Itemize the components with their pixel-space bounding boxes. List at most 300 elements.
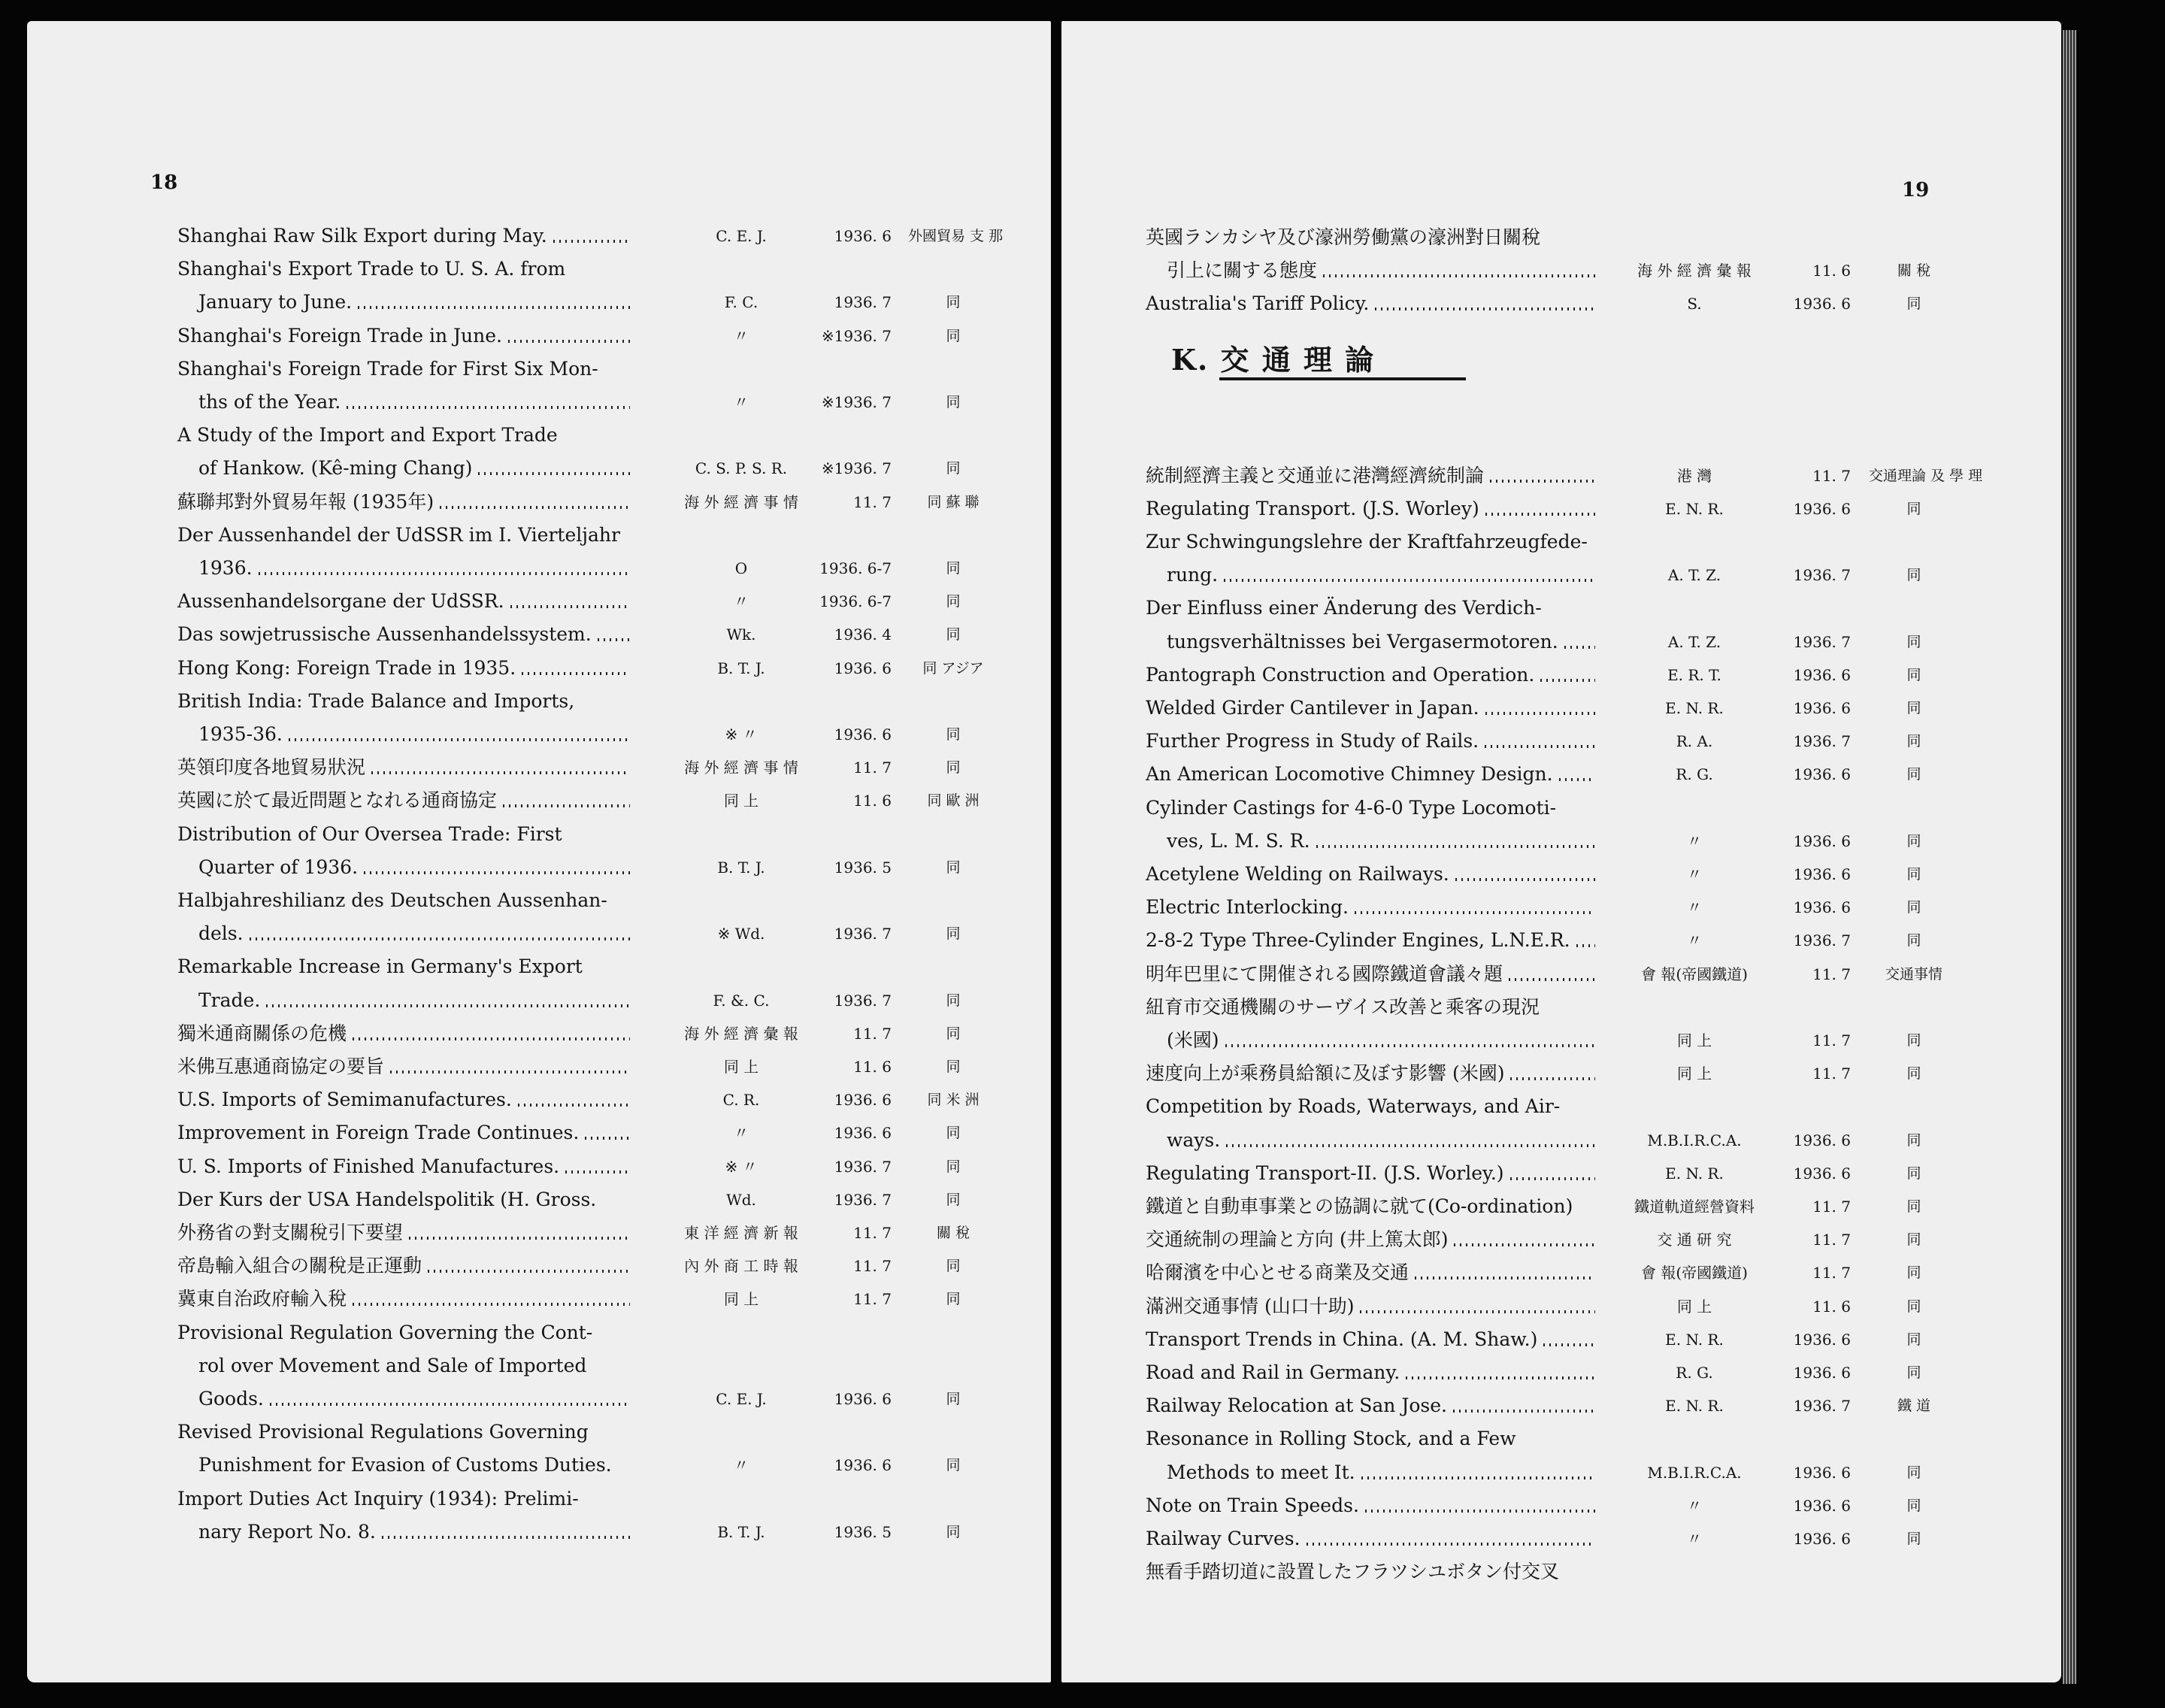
entry-classification: 同 (946, 294, 961, 311)
entry-title: 交通統制の理論と方向 (井上篤太郎) (1146, 1228, 1449, 1251)
list-item (0, 955, 2165, 988)
entry-source: 海 外 經 濟 彙 報 (684, 1024, 798, 1043)
entry-title: Zur Schwingungslehre der Kraftfahrzeugfede- (1146, 531, 1588, 553)
entry-source: R. A. (1676, 732, 1713, 751)
entry-date: 1936. 6 (1793, 699, 1851, 717)
entry-date: ※1936. 7 (821, 459, 892, 478)
entry-classification: 同 (1906, 1198, 1921, 1215)
entry-date: 1936. 7 (1793, 931, 1851, 950)
entry-title: 無看手踏切道に設置したフラツシユボタン付交叉 (1146, 1561, 1560, 1583)
entry-source: 港 灣 (1676, 466, 1712, 485)
leader-dots (1361, 1476, 1595, 1479)
entry-title: 統制經濟主義と交通並に港灣經濟統制論 (1146, 464, 1485, 486)
entry-classification: 同 (1906, 1065, 1921, 1083)
entry-source: E. N. R. (1665, 1164, 1724, 1183)
entry-classification: 同 (1906, 733, 1921, 750)
list-item (0, 556, 2165, 589)
list-item (0, 1187, 2165, 1220)
entry-classification: 同 (946, 1457, 961, 1474)
list-item (0, 921, 2165, 954)
entry-title: U.S. Imports of Semimanufactures. (177, 1089, 512, 1111)
leader-dots (1406, 1376, 1595, 1379)
entry-date: 1936. 6 (1793, 1530, 1851, 1548)
entry-classification: 同 (946, 1523, 961, 1540)
leader-dots (1509, 978, 1595, 981)
entry-date: 1936. 6 (1793, 1164, 1851, 1183)
entry-source: E. N. R. (1665, 1397, 1724, 1416)
entry-classification: 同 蘇 聯 (927, 493, 980, 510)
entry-title: Revised Provisional Regulations Governing (177, 1421, 589, 1443)
entry-source: A. T. Z. (1667, 566, 1721, 585)
list-item (0, 822, 2165, 855)
entry-date: 1936. 6 (834, 1456, 892, 1475)
entry-title: of Hankow. (Kê-ming Chang) (198, 457, 473, 480)
entry-date: 11. 7 (853, 1257, 892, 1276)
entry-date: 11. 6 (853, 1058, 892, 1076)
entry-title: rung. (1167, 564, 1219, 586)
list-item (0, 888, 2165, 921)
entry-date: 1936. 6 (1793, 898, 1851, 917)
list-item (0, 1087, 2165, 1120)
list-item (0, 251, 2165, 284)
leader-dots (1415, 1276, 1595, 1279)
entry-title: Quarter of 1936. (198, 856, 359, 878)
list-item (0, 1121, 2165, 1154)
entry-classification: 同 (946, 394, 961, 410)
entry-date: 1936. 7 (834, 991, 892, 1010)
list-item (0, 755, 2165, 788)
page-number-right: 19 (1902, 179, 1930, 201)
entry-title: British India: Trade Balance and Imports, (177, 689, 575, 712)
entry-classification: 同 (1906, 1331, 1921, 1348)
entry-classification: 同 (946, 859, 961, 876)
leader-dots (1453, 1410, 1595, 1413)
entry-title: 蘇聯邦對外貿易年報 (1935年) (177, 490, 435, 513)
entry-classification: 同 (1906, 1164, 1921, 1182)
entry-title: Distribution of Our Oversea Trade: First (177, 822, 562, 845)
entry-date: 11. 7 (1812, 1031, 1851, 1049)
entry-date: 1936. 7 (834, 1157, 892, 1176)
leader-dots (1454, 1243, 1595, 1246)
entry-title: Further Progress in Study of Rails. (1146, 730, 1479, 753)
entry-date: 1936. 6 (1793, 1463, 1851, 1482)
list-item (0, 1220, 2165, 1253)
entry-source: 〃 (1687, 931, 1702, 950)
entry-classification: 同 (1906, 1364, 1921, 1381)
entry-source: 〃 (1687, 831, 1702, 850)
entry-source: 〃 (734, 592, 749, 611)
leader-dots (1490, 480, 1595, 483)
entry-source: 海 外 經 濟 事 情 (684, 759, 798, 777)
entry-date: 1936. 6 (834, 1124, 892, 1143)
list-item (0, 1353, 2165, 1386)
entry-title: Der Kurs der USA Handelspolitik (H. Gross. (177, 1188, 597, 1210)
leader-dots (1226, 1144, 1595, 1147)
entry-title: Pantograph Construction and Operation. (1146, 663, 1535, 686)
section-heading: K. 交 通 理 論 (1171, 343, 1376, 377)
entry-date: 1936. 6 (1793, 1364, 1851, 1382)
entry-source: 東 洋 經 濟 新 報 (684, 1224, 798, 1242)
list-item (0, 218, 2165, 251)
list-item (0, 1386, 2165, 1419)
entry-title: Railway Curves. (1146, 1528, 1301, 1549)
leader-dots (1559, 778, 1595, 781)
entry-classification: 同 (1906, 1497, 1921, 1514)
entry-title: nary Report No. 8. (198, 1520, 376, 1543)
list-item (0, 656, 2165, 689)
entry-title: Import Duties Act Inquiry (1934): Prelimi- (177, 1487, 579, 1510)
entry-source: 〃 (734, 393, 749, 411)
entry-source: A. T. Z. (1667, 632, 1721, 651)
entry-date: 1936. 6-7 (819, 559, 892, 577)
entry-source: O (734, 559, 748, 577)
entry-source: 〃 (1687, 1530, 1702, 1548)
entry-source: B. T. J. (717, 1522, 765, 1541)
entry-source: 同 上 (1676, 1064, 1712, 1083)
entry-title: 米佛互惠通商協定の要旨 (177, 1055, 385, 1077)
entry-title: 1936. (198, 557, 253, 579)
leader-dots (1323, 274, 1595, 277)
entry-classification: 同 (946, 1191, 961, 1208)
list-item (0, 522, 2165, 556)
entry-classification: 外國貿易 支 那 (908, 228, 1004, 244)
entry-title: Acetylene Welding on Railways. (1146, 863, 1449, 885)
entry-source: E. N. R. (1665, 699, 1724, 717)
entry-title: Provisional Regulation Governing the Cont- (177, 1321, 593, 1343)
leader-dots (1355, 911, 1595, 914)
entry-title: dels. (198, 922, 244, 945)
entry-source: Wd. (726, 1190, 756, 1209)
entry-date: 11. 7 (1812, 466, 1851, 485)
entry-date: 1936. 5 (834, 858, 892, 877)
entry-classification: 同 歐 洲 (927, 792, 980, 810)
entry-classification: 同 (946, 1391, 961, 1407)
entry-classification: 同 (946, 1125, 961, 1142)
entry-date: 11. 7 (853, 759, 892, 777)
entry-source: E. R. T. (1667, 665, 1721, 684)
entry-title: Australia's Tariff Policy. (1146, 292, 1370, 315)
leader-dots (1510, 1077, 1595, 1080)
entry-title: An American Locomotive Chimney Design. (1146, 763, 1553, 786)
entry-classification: 同 (946, 1158, 961, 1175)
entry-classification: 同 (946, 925, 961, 943)
entry-date: 1936. 6 (1793, 1330, 1851, 1349)
entry-date: 1936. 7 (1793, 566, 1851, 585)
entry-title: Halbjahreshilianz des Deutschen Aussenhan- (177, 889, 607, 911)
entry-title: Railway Relocation at San Jose. (1146, 1395, 1448, 1417)
entry-classification: 同 (1906, 766, 1921, 783)
entry-classification: 同 (946, 327, 961, 344)
entry-date: ※1936. 7 (821, 393, 892, 411)
entry-classification: 同 (946, 593, 961, 610)
entry-source: F. C. (724, 293, 759, 312)
list-item (0, 1320, 2165, 1353)
leader-dots (1564, 646, 1595, 649)
entry-title: Transport Trends in China. (A. M. Shaw.) (1146, 1328, 1538, 1350)
entry-classification: 同 (1906, 1464, 1921, 1481)
entry-title: 哈爾濱を中心とせる商業及交通 (1146, 1261, 1410, 1284)
entry-date: 11. 7 (1812, 1231, 1851, 1249)
entry-source: 〃 (1687, 1496, 1702, 1515)
entry-source: M.B.I.R.C.A. (1647, 1131, 1742, 1149)
entry-classification: 同 (946, 1058, 961, 1075)
entry-title: Aussenhandelsorgane der UdSSR. (177, 590, 504, 613)
entry-date: 1936. 7 (1793, 732, 1851, 751)
list-item (0, 988, 2165, 1021)
entry-title: rol over Movement and Sale of Imported (198, 1354, 587, 1376)
entry-source: 同 上 (723, 792, 759, 810)
entry-date: 11. 7 (1812, 965, 1851, 983)
entry-classification: 同 (1906, 700, 1921, 716)
entry-source: E. N. R. (1665, 499, 1724, 518)
entry-title: 1935-36. (198, 723, 283, 745)
entry-date: 1936. 6 (1793, 831, 1851, 850)
entry-title: Das sowjetrussische Aussenhandelssystem. (177, 623, 592, 646)
entry-title: Der Aussenhandel der UdSSR im I. Vierteljahr (177, 523, 620, 546)
entry-date: 1936. 6 (834, 227, 892, 245)
entry-source: F. &. C. (713, 991, 770, 1010)
leader-dots (1365, 1510, 1595, 1513)
entry-date: 11. 7 (853, 1024, 892, 1043)
leader-dots (1375, 307, 1595, 310)
list-item (0, 1054, 2165, 1087)
entry-source: 同 上 (723, 1290, 759, 1309)
entry-classification: 同 (946, 1258, 961, 1275)
entry-date: 11. 7 (853, 1290, 892, 1309)
page-number-left: 18 (150, 171, 178, 194)
entry-date: 1936. 6 (1793, 865, 1851, 883)
entry-source: 同 上 (1676, 1031, 1712, 1049)
entry-date: 1936. 6 (1793, 1131, 1851, 1149)
entry-date: 1936. 6 (834, 1390, 892, 1408)
entry-classification: 同 (1906, 1298, 1921, 1315)
entry-title: Resonance in Rolling Stock, and a Few (1146, 1428, 1516, 1450)
entry-source: R. G. (1676, 1364, 1713, 1382)
entry-title: ths of the Year. (198, 391, 341, 413)
entry-source: 會 報(帝國鐵道) (1641, 1264, 1748, 1283)
entry-title: Shanghai's Foreign Trade in June. (177, 324, 502, 347)
list-item (0, 1021, 2165, 1054)
list-item (0, 1253, 2165, 1286)
entry-title: U. S. Imports of Finished Manufactures. (177, 1155, 560, 1177)
entry-classification: 同 アジア (922, 659, 984, 677)
entry-classification: 同 (1906, 1264, 1921, 1282)
leader-dots (1540, 679, 1595, 682)
entry-date: 11. 7 (1812, 1064, 1851, 1083)
entry-date: 1936. 6 (1793, 665, 1851, 684)
entry-title: tungsverhältnisses bei Vergasermotoren. (1167, 630, 1558, 653)
entry-classification: 同 (1906, 666, 1921, 683)
entry-source: R. G. (1676, 765, 1713, 784)
entry-classification: 關 稅 (1897, 262, 1931, 280)
entry-title: Shanghai's Foreign Trade for First Six Mon- (177, 357, 598, 380)
entry-title: Shanghai Raw Silk Export during May. (177, 225, 547, 247)
entry-source: ※ Wd. (717, 925, 765, 943)
entry-title: 外務省の對支關稅引下要望 (177, 1222, 404, 1243)
list-item (0, 456, 2165, 489)
entry-date: ※1936. 7 (821, 326, 892, 345)
leader-dots (1224, 579, 1595, 582)
entry-title: Goods. (198, 1388, 264, 1410)
entry-date: 11. 7 (853, 1224, 892, 1242)
entry-title: Der Einfluss einer Änderung des Verdich- (1146, 597, 1542, 619)
entry-title: 鐵道と自動車事業との協調に就て(Co-ordination) (1146, 1195, 1573, 1217)
entry-title: Hong Kong: Foreign Trade in 1935. (177, 656, 516, 679)
entry-classification: 同 (946, 759, 961, 777)
entry-source: M.B.I.R.C.A. (1647, 1463, 1742, 1482)
entry-classification: 同 (1906, 567, 1921, 584)
entry-classification: 同 (1906, 899, 1921, 916)
entry-title: 引上に關する態度 (1167, 259, 1318, 282)
entry-date: 11. 6 (853, 792, 892, 810)
entry-source: 鐵道軌道經營資料 (1634, 1198, 1755, 1216)
entry-classification: 同 (1906, 633, 1921, 650)
entry-date: 1936. 6 (1793, 499, 1851, 518)
entry-classification: 同 (946, 1291, 961, 1308)
list-item (0, 284, 2165, 317)
entry-title: Trade. (198, 989, 261, 1011)
list-item (0, 1154, 2165, 1187)
entry-source: S. (1687, 295, 1702, 313)
leader-dots (1225, 1044, 1595, 1047)
entry-title: Cylinder Castings for 4-6-0 Type Locomoti- (1146, 796, 1557, 819)
leader-dots (1543, 1343, 1595, 1346)
entry-date: 1936. 6-7 (819, 592, 892, 611)
leader-dots (1360, 1310, 1595, 1313)
entry-date: 1936. 5 (834, 1522, 892, 1541)
list-item (0, 689, 2165, 722)
entry-classification: 同 (1906, 866, 1921, 883)
entry-title: Remarkable Increase in Germany's Export (177, 955, 583, 978)
entry-source: B. T. J. (717, 858, 765, 877)
entry-title: Electric Interlocking. (1146, 896, 1349, 919)
entry-title: 冀東自治政府輸入稅 (177, 1288, 347, 1310)
entry-classification: 同 (946, 992, 961, 1009)
list-item (0, 722, 2165, 755)
entry-date: 11. 7 (1812, 1264, 1851, 1283)
entry-source: 海 外 經 濟 事 情 (684, 492, 798, 511)
leader-dots (1576, 944, 1595, 947)
entry-date: 1936. 4 (834, 625, 892, 644)
entry-title: 英國ランカシヤ及び濠洲勞働黨の濠洲對日關稅 (1146, 226, 1541, 248)
entry-date: 1936. 7 (834, 293, 892, 312)
entry-date: 1936. 6 (834, 1091, 892, 1110)
entry-classification: 同 (946, 1025, 961, 1042)
entry-date: 11. 6 (1812, 262, 1851, 280)
entry-classification: 同 米 洲 (927, 1092, 980, 1109)
list-item (0, 1519, 2165, 1552)
entry-title: 速度向上が乘務員給額に及ぼす影響 (米國) (1146, 1062, 1505, 1085)
entry-date: 11. 7 (1812, 1198, 1851, 1216)
list-item (0, 622, 2165, 656)
entry-date: 11. 7 (853, 492, 892, 511)
entry-source: 會 報(帝國鐵道) (1641, 965, 1748, 983)
entry-source: 交 通 研 究 (1657, 1231, 1732, 1249)
list-item (0, 589, 2165, 622)
entry-title: 獨米通商關係の危機 (177, 1022, 347, 1044)
entry-source: E. N. R. (1665, 1330, 1724, 1349)
entry-title: Regulating Transport-II. (J.S. Worley.) (1146, 1161, 1504, 1184)
leader-dots (1485, 745, 1595, 748)
entry-date: 1936. 7 (1793, 632, 1851, 651)
entry-title: (米國) (1167, 1029, 1219, 1051)
entry-title: 英國に於て最近問題となれる通商協定 (177, 789, 498, 812)
leader-dots (1510, 1177, 1595, 1180)
entry-source: ※ 〃 (725, 1157, 758, 1176)
entry-title: ways. (1167, 1128, 1221, 1151)
entry-classification: 鐵 道 (1897, 1398, 1931, 1415)
leader-dots (1307, 1543, 1595, 1546)
entry-title: Note on Train Speeds. (1146, 1494, 1359, 1516)
entry-source: C. S. P. S. R. (695, 459, 788, 478)
list-item (0, 789, 2165, 822)
entry-date: 11. 6 (1812, 1297, 1851, 1316)
entry-classification: 同 (1906, 1531, 1921, 1547)
entry-title: Competition by Roads, Waterways, and Air- (1146, 1095, 1561, 1118)
entry-source: Wk. (726, 625, 756, 644)
entry-title: Improvement in Foreign Trade Continues. (177, 1122, 580, 1144)
entry-title: January to June. (198, 291, 353, 313)
list-item (0, 1486, 2165, 1519)
list-item (0, 855, 2165, 888)
list-item (0, 1287, 2165, 1320)
entry-date: 1936. 7 (834, 925, 892, 943)
entry-title: Welded Girder Cantilever in Japan. (1146, 697, 1479, 719)
entry-classification: 同 (1906, 500, 1921, 517)
entry-source: 同 上 (723, 1058, 759, 1076)
entry-classification: 同 (946, 626, 961, 644)
entry-title: Punishment for Evasion of Customs Duties. (198, 1454, 612, 1476)
entry-title: 英領印度各地貿易狀況 (177, 756, 366, 779)
entry-classification: 同 (946, 560, 961, 577)
entry-date: 1936. 7 (834, 1190, 892, 1209)
list-item (0, 1419, 2165, 1452)
entry-date: 1936. 6 (834, 725, 892, 743)
entry-classification: 同 (946, 460, 961, 477)
entry-source: 海 外 經 濟 彙 報 (1637, 262, 1752, 280)
entry-classification: 同 (1906, 832, 1921, 849)
entry-source: C. E. J. (716, 227, 767, 245)
list-item (0, 1552, 2165, 1585)
entry-title: 紐育市交通機關のサーヴイス改善と乘客の現況 (1146, 995, 1540, 1018)
entry-title: Shanghai's Export Trade to U. S. A. from (177, 258, 566, 280)
leader-dots (1455, 878, 1595, 881)
entry-classification: 關 稅 (936, 1225, 970, 1241)
entry-source: 〃 (734, 1456, 749, 1475)
entry-source: C. R. (722, 1091, 760, 1110)
entry-title: 帝島輸入組合の關稅是正運動 (177, 1255, 422, 1277)
list-item (0, 1453, 2165, 1486)
entry-date: 1936. 6 (834, 659, 892, 677)
entry-classification: 同 (1906, 1231, 1921, 1249)
leader-dots (1485, 712, 1595, 715)
entry-title: ves, L. M. S. R. (1167, 829, 1310, 852)
entry-title: 2-8-2 Type Three-Cylinder Engines, L.N.E.R. (1146, 929, 1570, 952)
entry-source: 同 上 (1676, 1297, 1712, 1316)
entry-source: ※ 〃 (725, 725, 758, 743)
entry-source: 〃 (1687, 898, 1702, 917)
entry-classification: 同 (1906, 1131, 1921, 1149)
leader-dots (1316, 845, 1595, 848)
entry-source: 內 外 商 工 時 報 (684, 1257, 798, 1276)
entry-classification: 同 (1906, 295, 1921, 313)
entry-classification: 同 (1906, 1032, 1921, 1049)
entry-source: B. T. J. (717, 659, 765, 677)
entry-classification: 交通事情 (1885, 965, 1942, 983)
entry-date: 1936. 7 (1793, 1397, 1851, 1416)
entry-source: 〃 (734, 326, 749, 345)
entry-date: 1936. 6 (1793, 1496, 1851, 1515)
